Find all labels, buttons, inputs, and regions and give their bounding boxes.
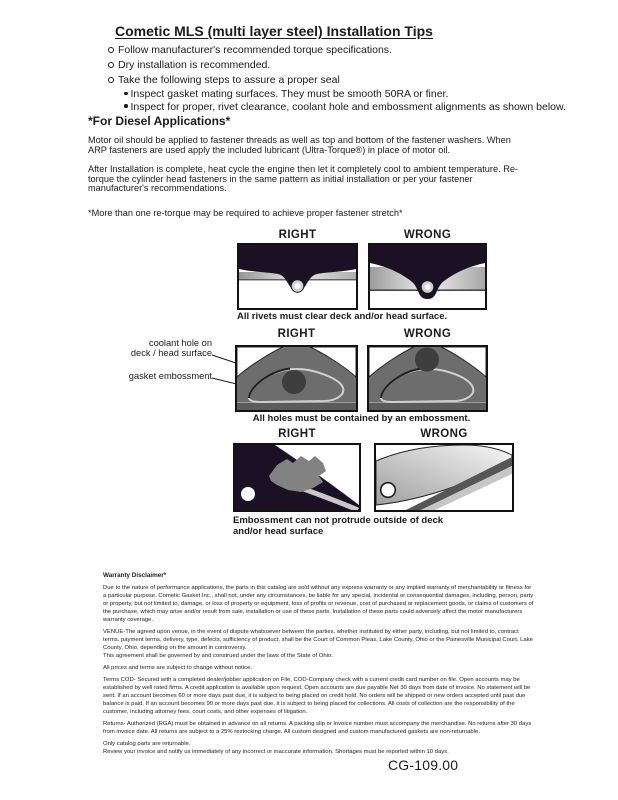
terms-cod-paragraph: Terms COD- Secured with a completed dealer/jobber application on File, COD-Company check with a current credit card number on file. Open accounts may be established by well rated firms. A credit application is available upon request. Open accounts are due payable Net 30 days from date of invoice. No statement will be sent. If an account becomes 60 or more days past due, it is subject to being placed on credit hold. No orders will be shipped or new orders accepted until past due balance is paid. If an account becomes 90 or more days past due, it is subject to being placed for collections. All costs of collection are the responsibility of the customer, including attorney fees, court costs, and other expenses of litigation. bbox=[103, 677, 531, 715]
diesel-heading: *For Diesel Applications* bbox=[88, 114, 231, 128]
coolant-hole-icon bbox=[282, 370, 306, 394]
figure2-right-label: RIGHT bbox=[277, 328, 316, 340]
page-title: Cometic MLS (multi layer steel) Installation Tips bbox=[115, 23, 433, 39]
bullet-text: Dry installation is recommended. bbox=[118, 59, 271, 71]
bottom-stripe bbox=[237, 403, 356, 410]
list-item bbox=[124, 88, 566, 101]
figure1-right-label: RIGHT bbox=[278, 229, 317, 241]
list-item bbox=[108, 58, 566, 73]
diesel-paragraph: Motor oil should be applied to fastener threads as well as top and bottom of the fastener washers. When ARP fasteners are used apply the included lubricant (Ultra-Torque®) in place of motor oil. bbox=[88, 135, 511, 155]
gasket-embossment-label: gasket embossment bbox=[128, 371, 212, 381]
figure3-right-label: RIGHT bbox=[278, 428, 316, 440]
bolt-hole-icon bbox=[241, 487, 255, 501]
sub-bullet-text: Inspect gasket mating surfaces. They must be smooth 50RA or finer. bbox=[130, 88, 449, 100]
figure1-wrong-label: WRONG bbox=[403, 229, 452, 241]
embossment-containment-right-diagram bbox=[235, 345, 358, 412]
figure2-caption: All holes must be contained by an embossment. bbox=[252, 413, 471, 424]
warranty-disclaimer-heading: Warranty Disclaimer* bbox=[103, 572, 167, 579]
warranty-disclaimer-section bbox=[103, 572, 535, 760]
diesel-paragraph: After Installation is complete, heat cycle the engine then let it completely cool to ambient temperature. Re-torque the cylinder head fasteners in the same pattern as initial installation or per your fastener manufacturer's recommendations. bbox=[88, 164, 518, 193]
returns-paragraph: Returns- Authorized (RGA) must be obtained in advance on all returns. A packing slip or invoice number must accompany the merchandise. No returns after 30 days from invoice date. All returns are subject to a 25% restocking charge. All custom designed and custom manufactured gaskets are non-returnable. bbox=[103, 721, 532, 735]
prices-terms-line: All prices and terms are subject to change without notice. bbox=[103, 665, 252, 671]
figure2-wrong-label: WRONG bbox=[403, 328, 452, 340]
embossment-protrusion-right-diagram bbox=[233, 443, 361, 512]
coolant-hole-label-line1: coolant hole on bbox=[148, 338, 212, 348]
review-invoice-line: Review your invoice and notify us immediately of any incorrect or inaccurate information. Shortages must be reported within 10 days. bbox=[103, 749, 449, 755]
bullet-text: Take the following steps to assure a proper seal bbox=[118, 74, 340, 86]
governing-law-line: This agreement shall be governed by and construed under the laws of the State of Ohio. bbox=[103, 653, 333, 659]
circle-bullet-icon bbox=[108, 77, 114, 83]
figure3-caption-line2: and/or head surface bbox=[233, 526, 324, 537]
coolant-hole-icon bbox=[415, 348, 439, 372]
dot-bullet-icon bbox=[124, 92, 128, 96]
figure3-caption bbox=[233, 515, 443, 537]
bullet-text: Follow manufacturer's recommended torque specifications. bbox=[118, 44, 392, 56]
page-code: CG-109.00 bbox=[388, 757, 459, 773]
embossment-containment-wrong-diagram bbox=[367, 345, 488, 412]
rivet-center bbox=[295, 283, 301, 289]
rivet-center bbox=[425, 284, 431, 290]
figure3-wrong-label: WRONG bbox=[420, 428, 468, 440]
circle-bullet-icon bbox=[108, 62, 114, 68]
retorque-note: *More than one re-torque may be required to achieve proper fastener stretch* bbox=[88, 207, 403, 218]
warranty-paragraph: Due to the nature of performance applications, the parts in this catalog are sold without any express warranty or any implied warranty of merchantability or fitness for a particular purpose. Cometic Gasket Inc., shall not, under any circumstances, be liable for any special, incidental or consequential damages, including, person, party or property, but not limited to, damage, or loss of property or equipment, loss of profits or revenue, cost of purchased or replacement goods, or claims of customers of the purchase, which may arise and/or result from sale, installation or use of these parts. Installation of these parts could adversely affect the motor manufacturers warranty coverage. bbox=[103, 585, 534, 623]
bolt-hole-icon bbox=[381, 483, 396, 498]
list-item bbox=[108, 73, 566, 88]
embossment-protrusion-wrong-diagram bbox=[374, 443, 514, 512]
diesel-applications-section bbox=[88, 114, 530, 218]
list-item bbox=[124, 101, 566, 114]
bottom-stripe bbox=[369, 403, 486, 410]
figure3-caption-line1: Embossment can not protrude outside of deck bbox=[233, 515, 444, 526]
circle-bullet-icon bbox=[108, 47, 114, 53]
list-item bbox=[108, 43, 566, 58]
installation-tips-list bbox=[108, 43, 566, 114]
coolant-hole-label-line2: deck / head surface bbox=[130, 348, 212, 358]
sub-bullet-text: Inspect for proper, rivet clearance, coolant hole and embossment alignments as shown below. bbox=[130, 100, 566, 113]
figure1-caption: All rivets must clear deck and/or head surface. bbox=[237, 311, 448, 322]
venue-paragraph: VENUE-The agreed upon venue, in the event of dispute whatsoever between the parties, whether instituted by either party, including, but not limited to, contract terms, payment terms, delivery, type, defects, sufficiency of product, shall be the Court of Common Pleas, Lake County, Ohio or the Painesville Municipal Court, Lake County, Ohio, depending on the amount in controversy. bbox=[103, 629, 533, 651]
rivet-clearance-wrong-diagram bbox=[368, 243, 487, 310]
rivet-clearance-right-diagram bbox=[237, 243, 358, 310]
catalog-parts-line: Only catalog parts are returnable. bbox=[103, 741, 191, 747]
dot-bullet-icon bbox=[124, 104, 128, 108]
